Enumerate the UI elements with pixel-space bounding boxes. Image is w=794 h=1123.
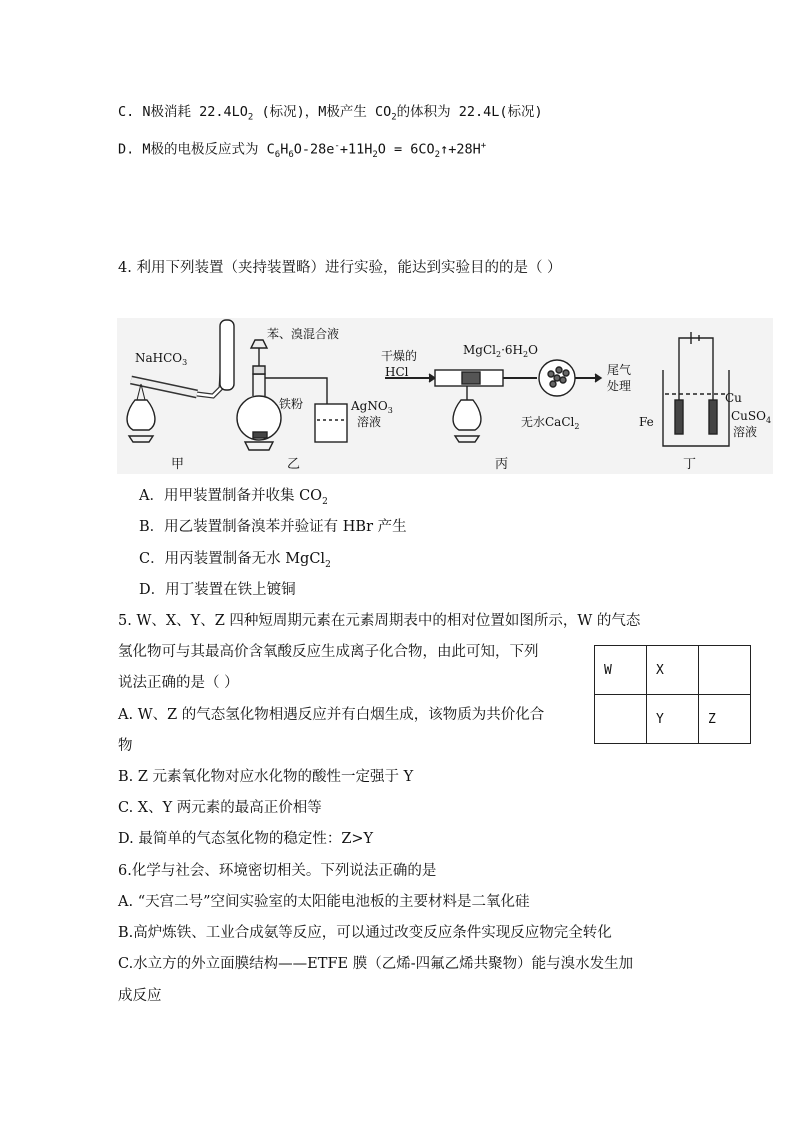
caption-jia: 甲: [171, 457, 185, 472]
label-agno3-solution: 溶液: [357, 415, 382, 429]
q5-option-b: B. Z 元素氧化物对应水化物的酸性一定强于 Y: [118, 769, 414, 785]
label-cacl2: 无水CaCl$_2$: [521, 415, 580, 431]
table-cell: [595, 695, 647, 744]
q5-option-d: D. 最简单的气态氢化物的稳定性：Z>Y: [118, 831, 374, 847]
label-iron-powder: 铁粉: [279, 397, 304, 411]
q3-option-c: C. N极消耗 $22.4LO_2$ (标况)，M极产生 $CO_2$的体积为 22.4L(标况): [118, 104, 543, 123]
table-cell: Y: [647, 695, 699, 744]
caption-bing: 丙: [495, 457, 509, 472]
q4-option-a: A．用甲装置制备并收集 $CO_2$: [139, 488, 328, 507]
q6-option-c-line2: 成反应: [118, 988, 162, 1004]
q6-option-c-line1: C.水立方的外立面膜结构——ETFE 膜（乙烯-四氟乙烯共聚物）能与溴水发生加: [118, 956, 634, 972]
q6-option-b: B.高炉炼铁、工业合成氨等反应，可以通过改变反应条件实现反应物完全转化: [118, 925, 612, 941]
q5-option-a-line1: A. W、Z 的气态氢化物相遇反应并有白烟生成，该物质为共价化合: [118, 707, 545, 723]
q5-option-a-line2: 物: [118, 738, 133, 754]
q6-stem: 6.化学与社会、环境密切相关。下列说法正确的是: [118, 863, 437, 879]
label-cuso4-solution: 溶液: [733, 425, 758, 439]
label-tail-gas-1: 尾气: [607, 363, 632, 377]
q3-option-d: D. M极的电极反应式为 $C_6H_6O-28e^-+11H_2O$ = $6CO_2↑+28H^+$: [118, 141, 487, 161]
label-hcl: HCl: [385, 365, 409, 379]
q4-apparatus-figure: [117, 318, 773, 474]
q4-option-b: B．用乙装置制备溴苯并验证有 HBr 产生: [139, 519, 407, 535]
q6-option-a: A. “天宫二号”空间实验室的太阳能电池板的主要材料是二氧化硅: [118, 894, 530, 910]
table-cell: W: [595, 646, 647, 695]
label-fe: Fe: [639, 415, 654, 429]
q4-option-d: D．用丁装置在铁上镀铜: [139, 582, 296, 598]
table-row: [595, 646, 751, 695]
table-row: [595, 695, 751, 744]
table-cell: Z: [699, 695, 751, 744]
q5-stem-line2: 氢化物可与其最高价含氧酸反应生成离子化合物，由此可知，下列: [118, 644, 539, 660]
q5-option-c: C. X、Y 两元素的最高正价相等: [118, 800, 322, 816]
q4-stem: 4. 利用下列装置（夹持装置略）进行实验，能达到实验目的的是（ ）: [118, 260, 562, 276]
label-benzene-bromine: 苯、溴混合液: [267, 327, 340, 341]
caption-ding: 丁: [683, 457, 697, 472]
label-agno3: AgNO$_3$: [351, 399, 393, 415]
label-mgcl2-hydrate: $MgCl_2\cdot 6H_2O$: [463, 343, 538, 359]
q5-stem-line1: 5. W、X、Y、Z 四种短周期元素在元素周期表中的相对位置如图所示，W 的气态: [118, 613, 641, 629]
q4-option-c: C．用丙装置制备无水 MgCl$_2$: [139, 551, 331, 570]
label-cu: Cu: [725, 391, 742, 405]
periodic-position-table: [594, 645, 751, 744]
table-cell: [699, 646, 751, 695]
table-cell: X: [647, 646, 699, 695]
label-tail-gas-2: 处理: [607, 379, 632, 393]
q5-stem-line3: 说法正确的是（ ）: [118, 675, 239, 691]
label-dry: 干燥的: [381, 349, 418, 363]
caption-yi: 乙: [287, 457, 301, 472]
label-cuso4: CuSO$_4$: [731, 409, 772, 425]
label-nahco3: NaHCO$_3$: [135, 351, 188, 367]
